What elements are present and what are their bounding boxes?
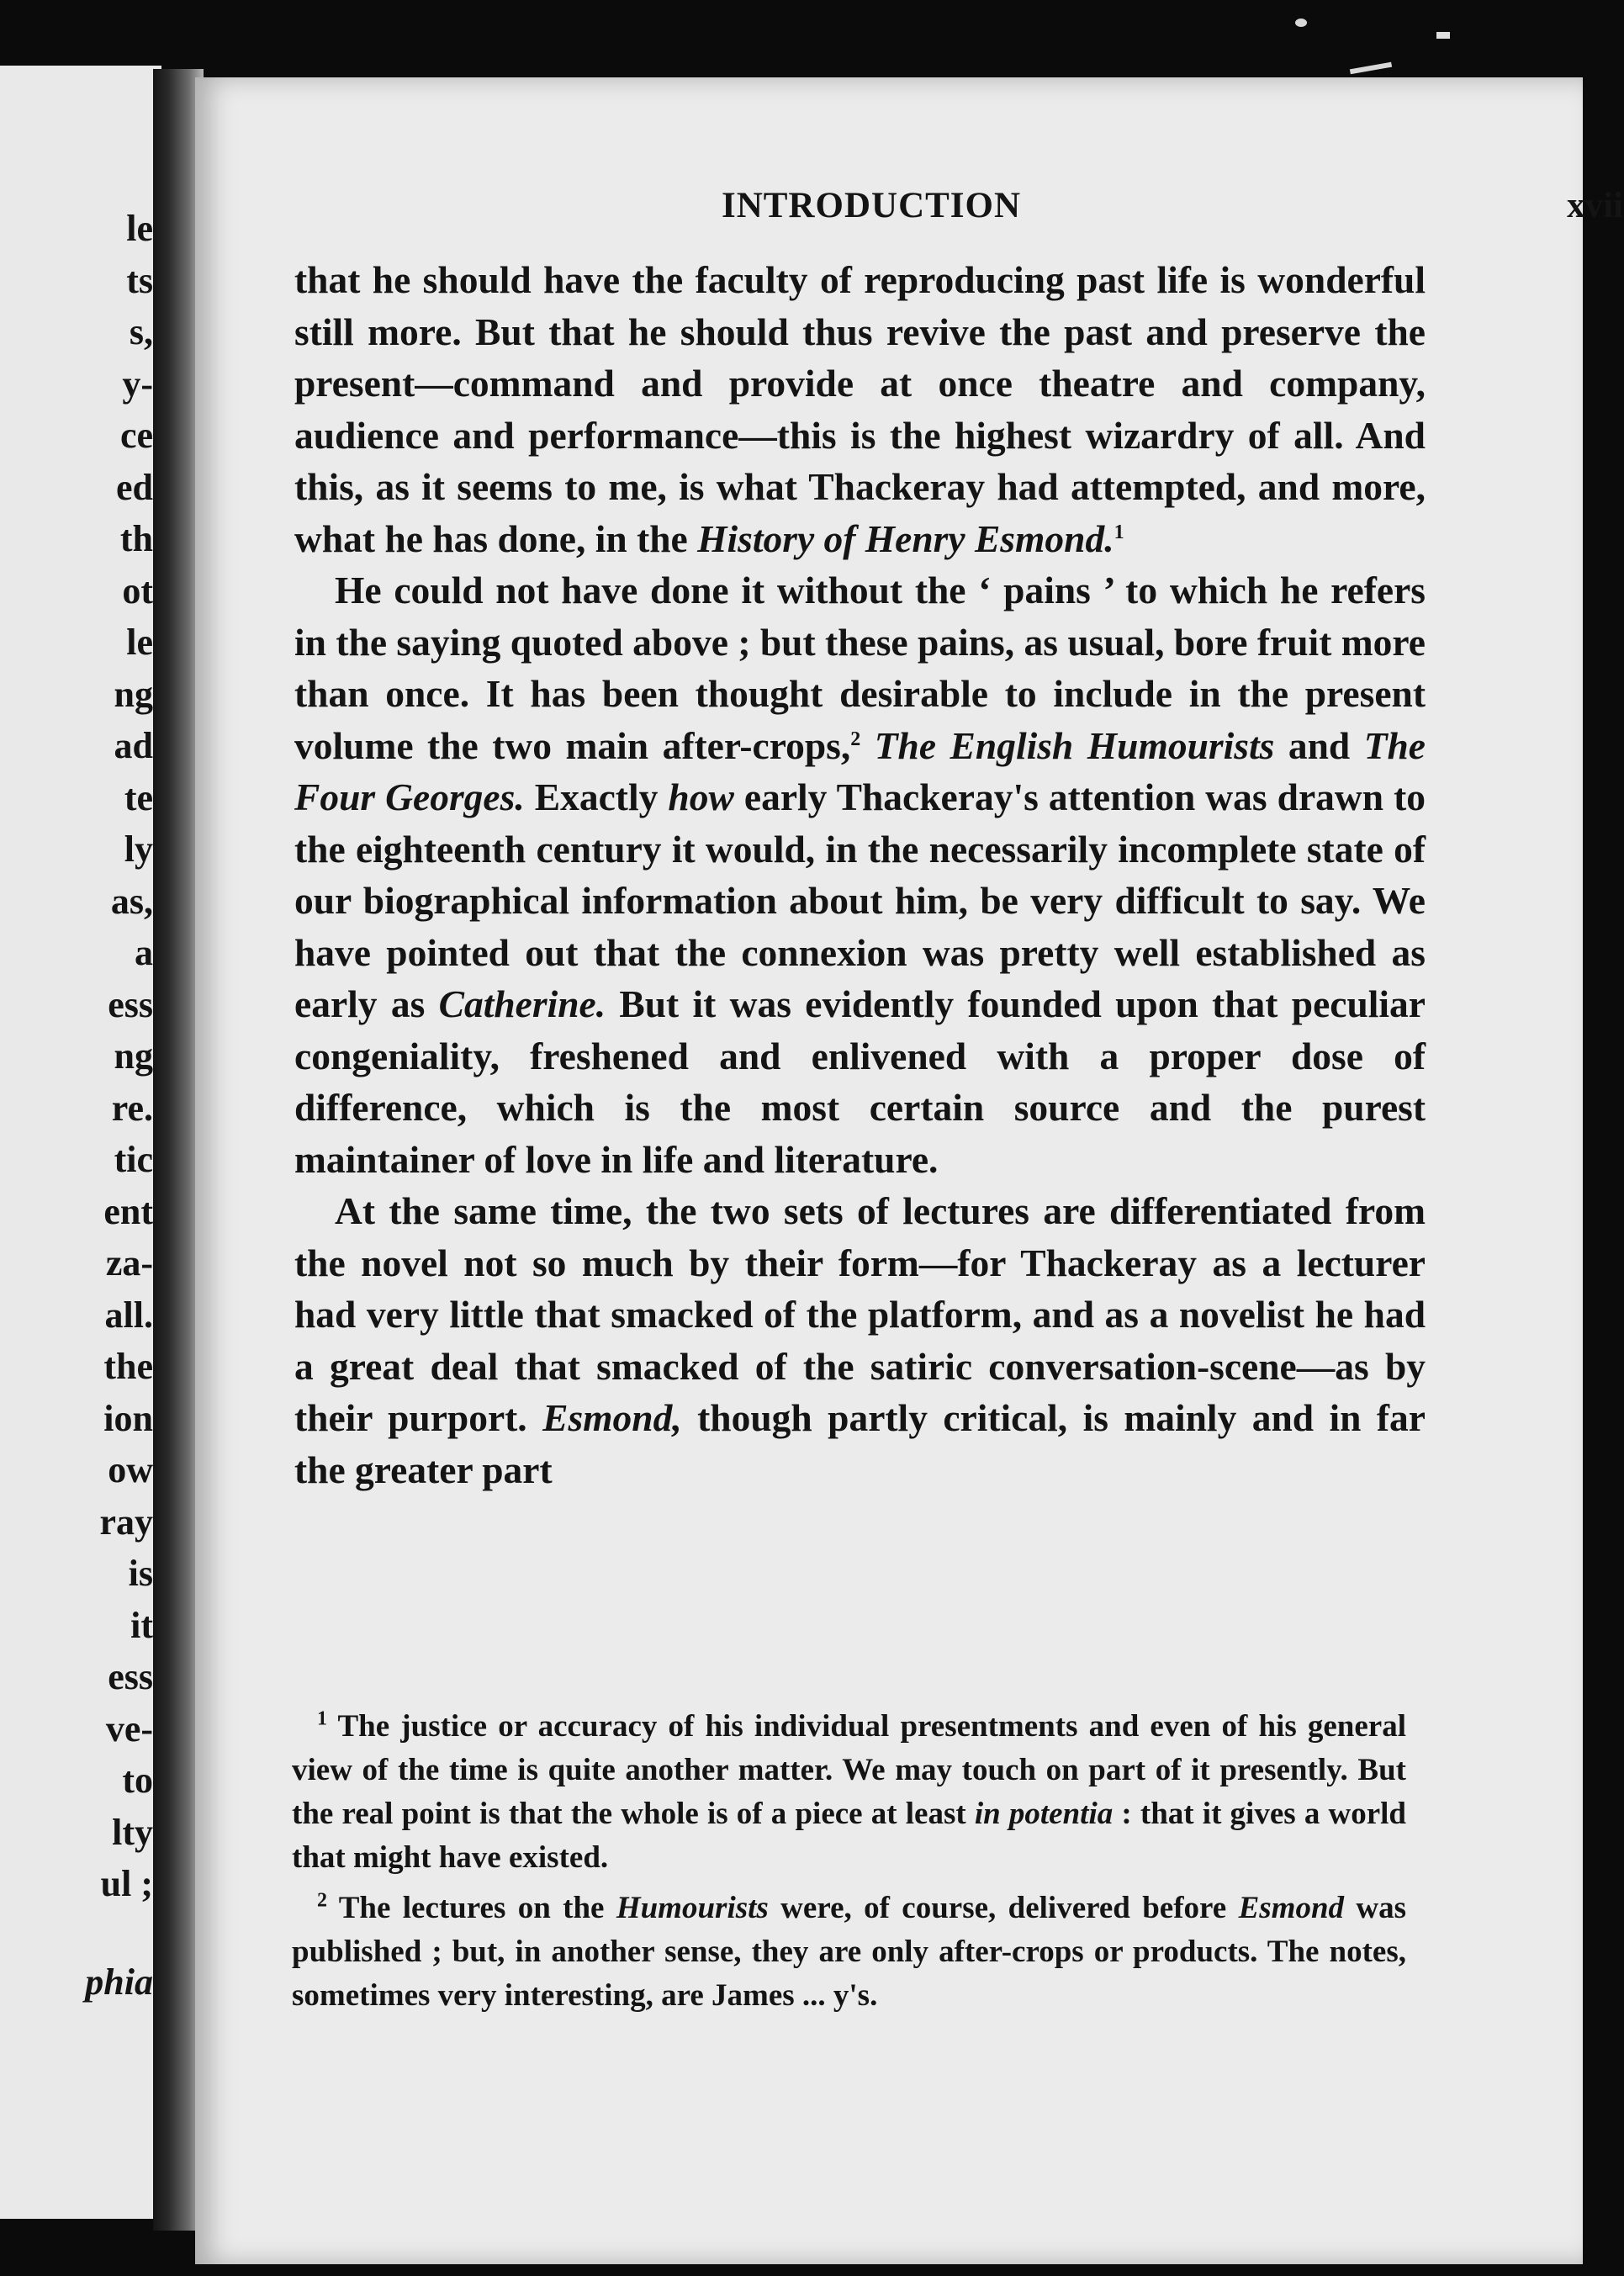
left-page-fragment: le: [126, 622, 153, 663]
left-page-fragment: ng: [114, 1035, 153, 1077]
left-page-fragment: re.: [111, 1087, 153, 1129]
book-title: Catherine.: [438, 982, 606, 1025]
left-page-fragment: ly: [124, 828, 153, 870]
left-page-fragment: ray: [99, 1501, 153, 1543]
left-page-fragment: y-: [122, 363, 153, 405]
emphasis: how: [668, 775, 734, 818]
left-page-fragment: all.: [104, 1294, 153, 1336]
left-page-fragment: s,: [129, 311, 153, 352]
left-page-fragment: ce: [119, 415, 153, 456]
left-page-fragment: le: [126, 208, 153, 249]
left-page-fragment: lty: [112, 1811, 153, 1853]
left-page-fragment: za-: [105, 1242, 153, 1284]
footnote-1: $^1$ The justice or accuracy of his individual presentments and even of his general view of the time is quite another matter. We may touch on part of it presently. But the real point is that the whole is of a piece at least in potentia : that it gives a world that might have existed.: [292, 1707, 1407, 1875]
scan-speck: [1295, 19, 1307, 27]
left-page-fragment: a: [135, 932, 153, 973]
footnote-ref: 1: [1114, 521, 1124, 543]
left-page-fragment: is: [128, 1553, 153, 1594]
left-page-fragment: ve-: [105, 1707, 153, 1749]
left-page-fragment: as,: [110, 880, 153, 922]
body-text: [294, 254, 1426, 1495]
left-page-fragment: tic: [114, 1139, 153, 1180]
running-title: INTRODUCTION: [722, 186, 1022, 225]
left-page-fragment: ot: [122, 569, 153, 611]
adjacent-left-page: [0, 66, 161, 2219]
left-page-fragment: ess: [108, 983, 153, 1025]
left-page-fragment: ess: [108, 1656, 153, 1697]
left-page-fragment: ts: [126, 259, 153, 301]
left-page-fragment: phia: [85, 1961, 153, 2003]
paragraph-3: At the same time, the two sets of lectures are differentiated from the novel not so much by their form—for Thackeray as a lecturer had very little that smacked of the platform, and as a novelist he had a great deal that smacked of the satiric conversation-scene—as by their purport. Esmond, though partly critical, is mainly and in far the greater part: [294, 1189, 1426, 1491]
book-title: The English Humourists: [874, 723, 1275, 767]
left-page-fragment: th: [119, 518, 153, 559]
book-page: [195, 77, 1623, 2264]
left-page-fragment: te: [124, 776, 153, 818]
left-page-fragment: ow: [108, 1449, 153, 1490]
book-title: The Four Georges.: [294, 723, 1426, 818]
paragraph-1: that he should have the faculty of reproducing past life is wonderful still more. But that he should thus revive the past and preserve the present—command and provide at once theatre and company, audience and performance—this is the highest wizardry of all. And this, as it seems to me, is what Thackeray had attempted, and more, what he has done, in the History of Henry Esmond.$^1$: [294, 258, 1426, 560]
footnote-ref: 2: [850, 728, 861, 750]
left-page-fragment: ng: [114, 673, 153, 715]
book-title: Esmond,: [542, 1396, 682, 1439]
scan-speck: [1350, 62, 1392, 75]
left-page-fragment: ad: [114, 725, 153, 766]
footnotes: [292, 1705, 1406, 2025]
left-page-fragment: ent: [103, 1190, 153, 1232]
left-page-fragment: ed: [116, 466, 153, 508]
left-page-fragment: the: [103, 1346, 153, 1387]
left-page-fragment: ul ;: [100, 1863, 153, 1904]
footnote-2: $^2$ The lectures on the Humourists were, of course, delivered before Esmond was published ; but, in another sense, they are only after-crops or products. The notes, sometimes very interesting, are James ... y's.: [292, 1889, 1407, 2013]
page-number: xvii: [1567, 186, 1623, 225]
page-header: [196, 185, 1623, 236]
left-page-fragment: to: [122, 1760, 153, 1801]
scan-speck: [1436, 32, 1450, 39]
book-title: History of Henry Esmond.: [697, 516, 1114, 560]
paragraph-2: He could not have done it without the ‘ pains ’ to which he refers in the saying quoted above ; but these pains, as usual, bore fruit more than once. It has been thought desirable to include in the present volume the two main after-crops,$^2$ The English Humourists and The Four Georges. Exactly how early Thackeray's attention was drawn to the eighteenth century it would, in the necessarily incomplete state of our biographical information about him, be very difficult to say. We have pointed out that the connexion was pretty well established as early as Catherine. But it was evidently founded upon that peculiar congeniality, freshened and enlivened with a proper dose of difference, which is the most certain source and the purest maintainer of love in life and literature.: [294, 569, 1426, 1181]
left-page-fragment: it: [130, 1604, 153, 1646]
left-page-fragment: ion: [103, 1397, 153, 1439]
